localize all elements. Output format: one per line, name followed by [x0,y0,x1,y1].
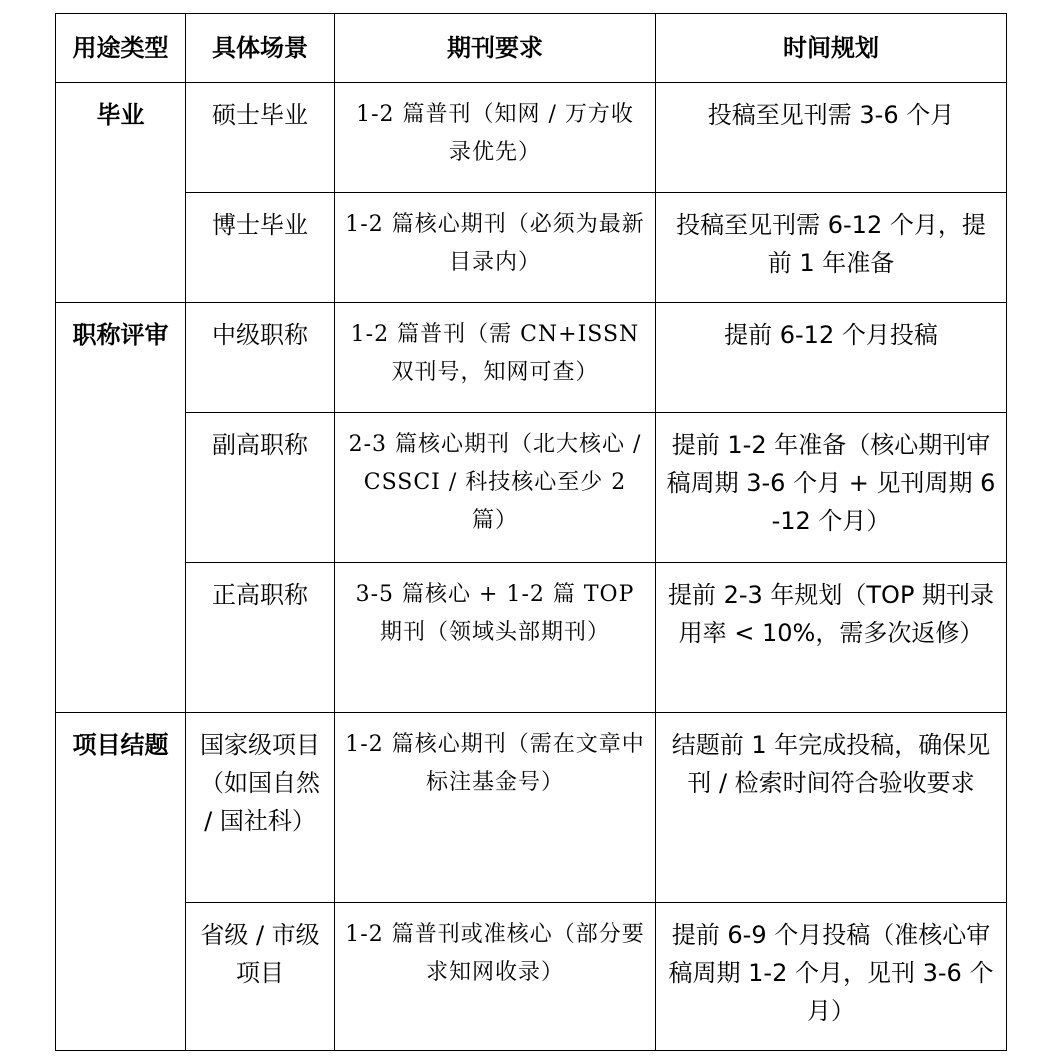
requirement-cell: 1-2 篇普刊或准核心（部分要求知网收录） [335,903,656,1051]
scene-cell: 副高职称 [186,413,335,563]
requirement-cell: 2-3 篇核心期刊（北大核心 / CSSCI / 科技核心至少 2 篇） [335,413,656,563]
scene-cell: 省级 / 市级项目 [186,903,335,1051]
requirement-cell: 1-2 篇普刊（知网 / 万方收录优先） [335,83,656,193]
timeline-cell: 提前 2-3 年规划（TOP 期刊录用率 < 10%，需多次返修） [656,563,1007,713]
table-row [56,83,1007,193]
table-row [56,303,1007,413]
timeline-cell: 提前 6-9 个月投稿（准核心审稿周期 1-2 个月，见刊 3-6 个月） [656,903,1007,1051]
scene-cell: 国家级项目（如国自然 / 国社科） [186,713,335,903]
requirement-cell: 1-2 篇普刊（需 CN+ISSN 双刊号，知网可查） [335,303,656,413]
table-row [56,413,1007,563]
scene-cell: 中级职称 [186,303,335,413]
timeline-cell: 提前 6-12 个月投稿 [656,303,1007,413]
timeline-cell: 结题前 1 年完成投稿，确保见刊 / 检索时间符合验收要求 [656,713,1007,903]
scene-cell: 硕士毕业 [186,83,335,193]
publication-requirements-table [55,13,1007,1051]
table-row [56,903,1007,1051]
table-row [56,563,1007,713]
header-scene: 具体场景 [186,14,335,83]
category-project-completion: 项目结题 [56,713,186,1051]
table-row [56,193,1007,303]
scene-cell: 正高职称 [186,563,335,713]
table-row [56,713,1007,903]
timeline-cell: 提前 1-2 年准备（核心期刊审稿周期 3-6 个月 + 见刊周期 6-12 个月） [656,413,1007,563]
category-graduation: 毕业 [56,83,186,303]
requirement-cell: 1-2 篇核心期刊（必须为最新目录内） [335,193,656,303]
header-timeline: 时间规划 [656,14,1007,83]
requirement-cell: 3-5 篇核心 + 1-2 篇 TOP 期刊（领域头部期刊） [335,563,656,713]
timeline-cell: 投稿至见刊需 6-12 个月，提前 1 年准备 [656,193,1007,303]
timeline-cell: 投稿至见刊需 3-6 个月 [656,83,1007,193]
scene-cell: 博士毕业 [186,193,335,303]
header-row [56,14,1007,83]
header-journal-requirement: 期刊要求 [335,14,656,83]
requirement-cell: 1-2 篇核心期刊（需在文章中标注基金号） [335,713,656,903]
header-usage-type: 用途类型 [56,14,186,83]
category-title-evaluation: 职称评审 [56,303,186,713]
